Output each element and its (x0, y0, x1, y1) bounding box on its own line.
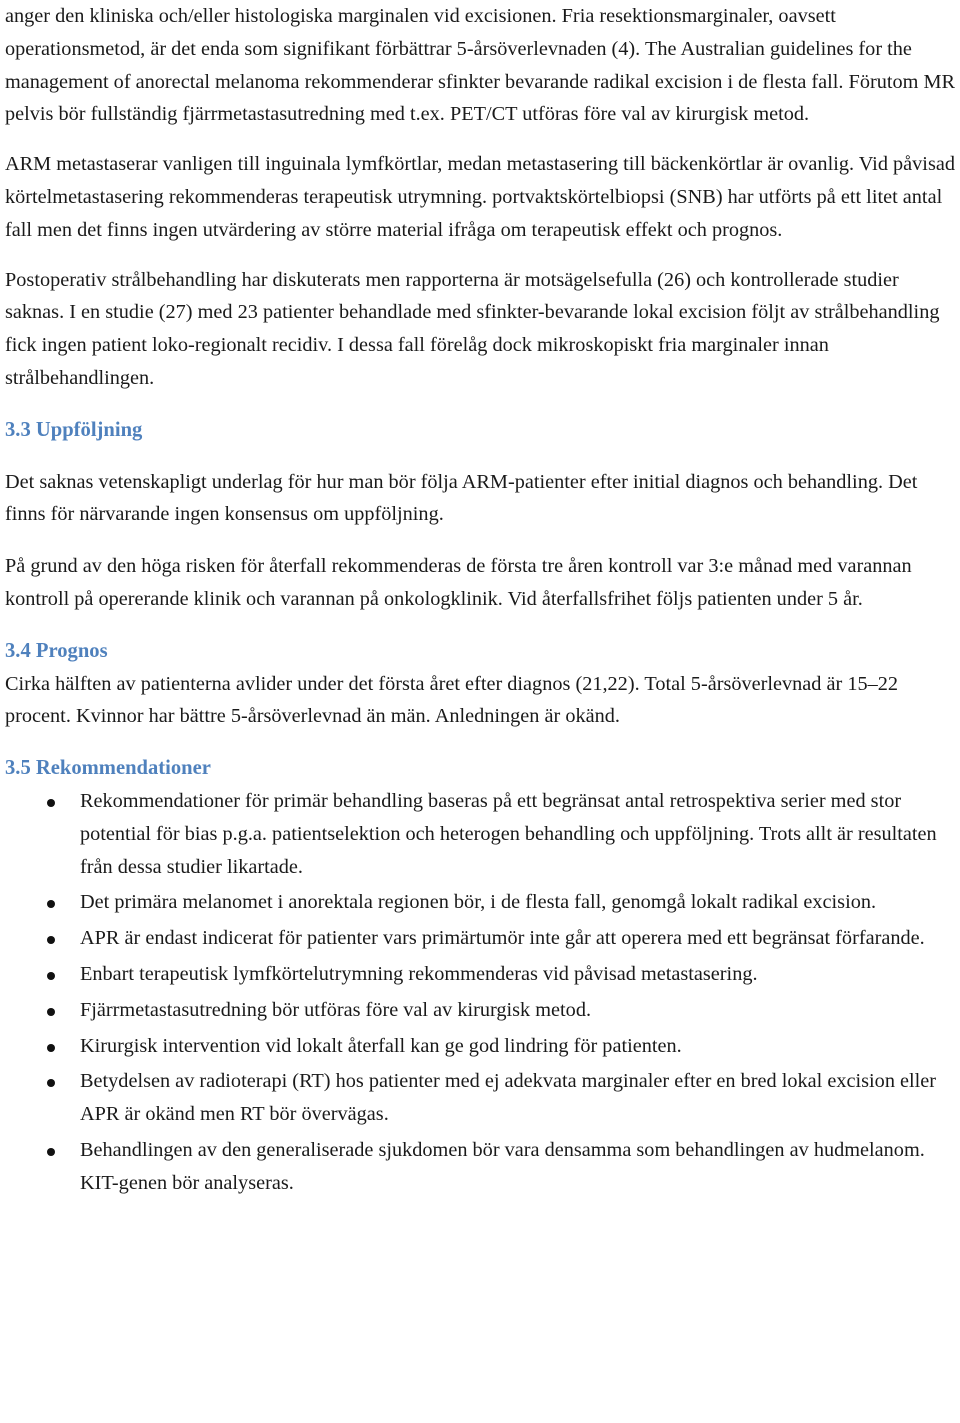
list-item (5, 1134, 957, 1200)
paragraph-follow-up-basis: Det saknas vetenskapligt underlag för hur man bör följa ARM-patienter efter initial diagnos och behandling. Det finns för närvarande ingen konsensus om uppföljning. (5, 470, 918, 526)
list-item-text: Rekommendationer för primär behandling baseras på ett begränsat antal retrospektiva serier med stor potential för bias p.g.a. patientselektion och heterogen behandling och uppföljning. Trots allt är resultaten från dessa studier likartade. (80, 789, 937, 878)
list-item (5, 1030, 957, 1063)
list-item (5, 994, 957, 1027)
bullet-icon (47, 900, 55, 908)
bullet-icon (47, 799, 55, 807)
list-item-text: Enbart terapeutisk lymfkörtelutrymning rekommenderas vid påvisad metastasering. (80, 962, 758, 985)
heading-uppfoljning: 3.3 Uppföljning (5, 418, 143, 441)
bullet-icon (47, 972, 55, 980)
list-item-text: Fjärrmetastasutredning bör utföras före val av kirurgisk metod. (80, 998, 592, 1021)
list-item-text: Behandlingen av den generaliserade sjukdomen bör vara densamma som behandlingen av hudmelanom. KIT-genen bör analyseras. (80, 1138, 925, 1194)
list-item (5, 958, 957, 991)
heading-prognos: 3.4 Prognos (5, 639, 108, 662)
paragraph-prognosis: Cirka hälften av patienterna avlider under det första året efter diagnos (21,22). Total 5-årsöverlevnad är 15–22 procent. Kvinnor har bättre 5-årsöverlevnad än män. Anledningen är okänd. (5, 672, 899, 728)
paragraph-margins: anger den kliniska och/eller histologiska marginalen vid excisionen. Fria resektionsmarginaler, oavsett operationsmetod, är det enda som signifikant förbättrar 5-årsöverlevnaden (4). The Australian guidelines for the management of anorectal melanoma rekommenderar sfinkter bevarande radikal excision i de flesta fall. Förutom MR pelvis bör fullständig fjärrmetastasutredning med t.ex. PET/CT utföras före val av kirurgisk metod. (5, 5, 956, 126)
bullet-icon (47, 1148, 55, 1156)
bullet-icon (47, 936, 55, 944)
list-item (5, 886, 957, 919)
bullet-icon (47, 1079, 55, 1087)
list-item (5, 1065, 957, 1131)
document-page (5, 0, 957, 1203)
recommendations-list (5, 785, 957, 1200)
list-item (5, 922, 957, 955)
paragraph-radiotherapy: Postoperativ strålbehandling har diskuterats men rapporterna är motsägelsefulla (26) och kontrollerade studier saknas. I en studie (27) med 23 patienter behandlade med sfinkter-bevarande lokal excision följt av strålbehandling fick ingen patient loko-regionalt recidiv. I dessa fall förelåg dock mikroskopiskt fria marginaler innan strålbehandlingen. (5, 268, 940, 389)
list-item (5, 785, 957, 883)
paragraph-metastasis: ARM metastaserar vanligen till inguinala lymfkörtlar, medan metastasering till bäckenkörtlar är ovanlig. Vid påvisad körtelmetastasering rekommenderas terapeutisk utrymning. portvaktskörtelbiopsi (SNB) har utförts på ett litet antal fall men det finns ingen utvärdering av större material ifråga om terapeutisk effekt och prognos. (5, 153, 955, 241)
list-item-text: APR är endast indicerat för patienter vars primärtumör inte går att operera med ett begränsat förfarande. (80, 927, 925, 950)
list-item-text: Betydelsen av radioterapi (RT) hos patienter med ej adekvata marginaler efter en bred lokal excision eller APR är okänd men RT bör övervägas. (80, 1070, 937, 1126)
heading-rekommendationer: 3.5 Rekommendationer (5, 757, 211, 780)
bullet-icon (47, 1044, 55, 1052)
list-item-text: Kirurgisk intervention vid lokalt återfall kan ge god lindring för patienten. (80, 1034, 682, 1057)
list-item-text: Det primära melanomet i anorektala regionen bör, i de flesta fall, genomgå lokalt radikal excision. (80, 891, 877, 914)
paragraph-follow-up-schedule: På grund av den höga risken för återfall rekommenderas de första tre åren kontroll var 3:e månad med varannan kontroll på opererande klinik och varannan på onkologklinik. Vid återfallsfrihet följs patienten under 5 år. (5, 555, 912, 610)
bullet-icon (47, 1008, 55, 1016)
